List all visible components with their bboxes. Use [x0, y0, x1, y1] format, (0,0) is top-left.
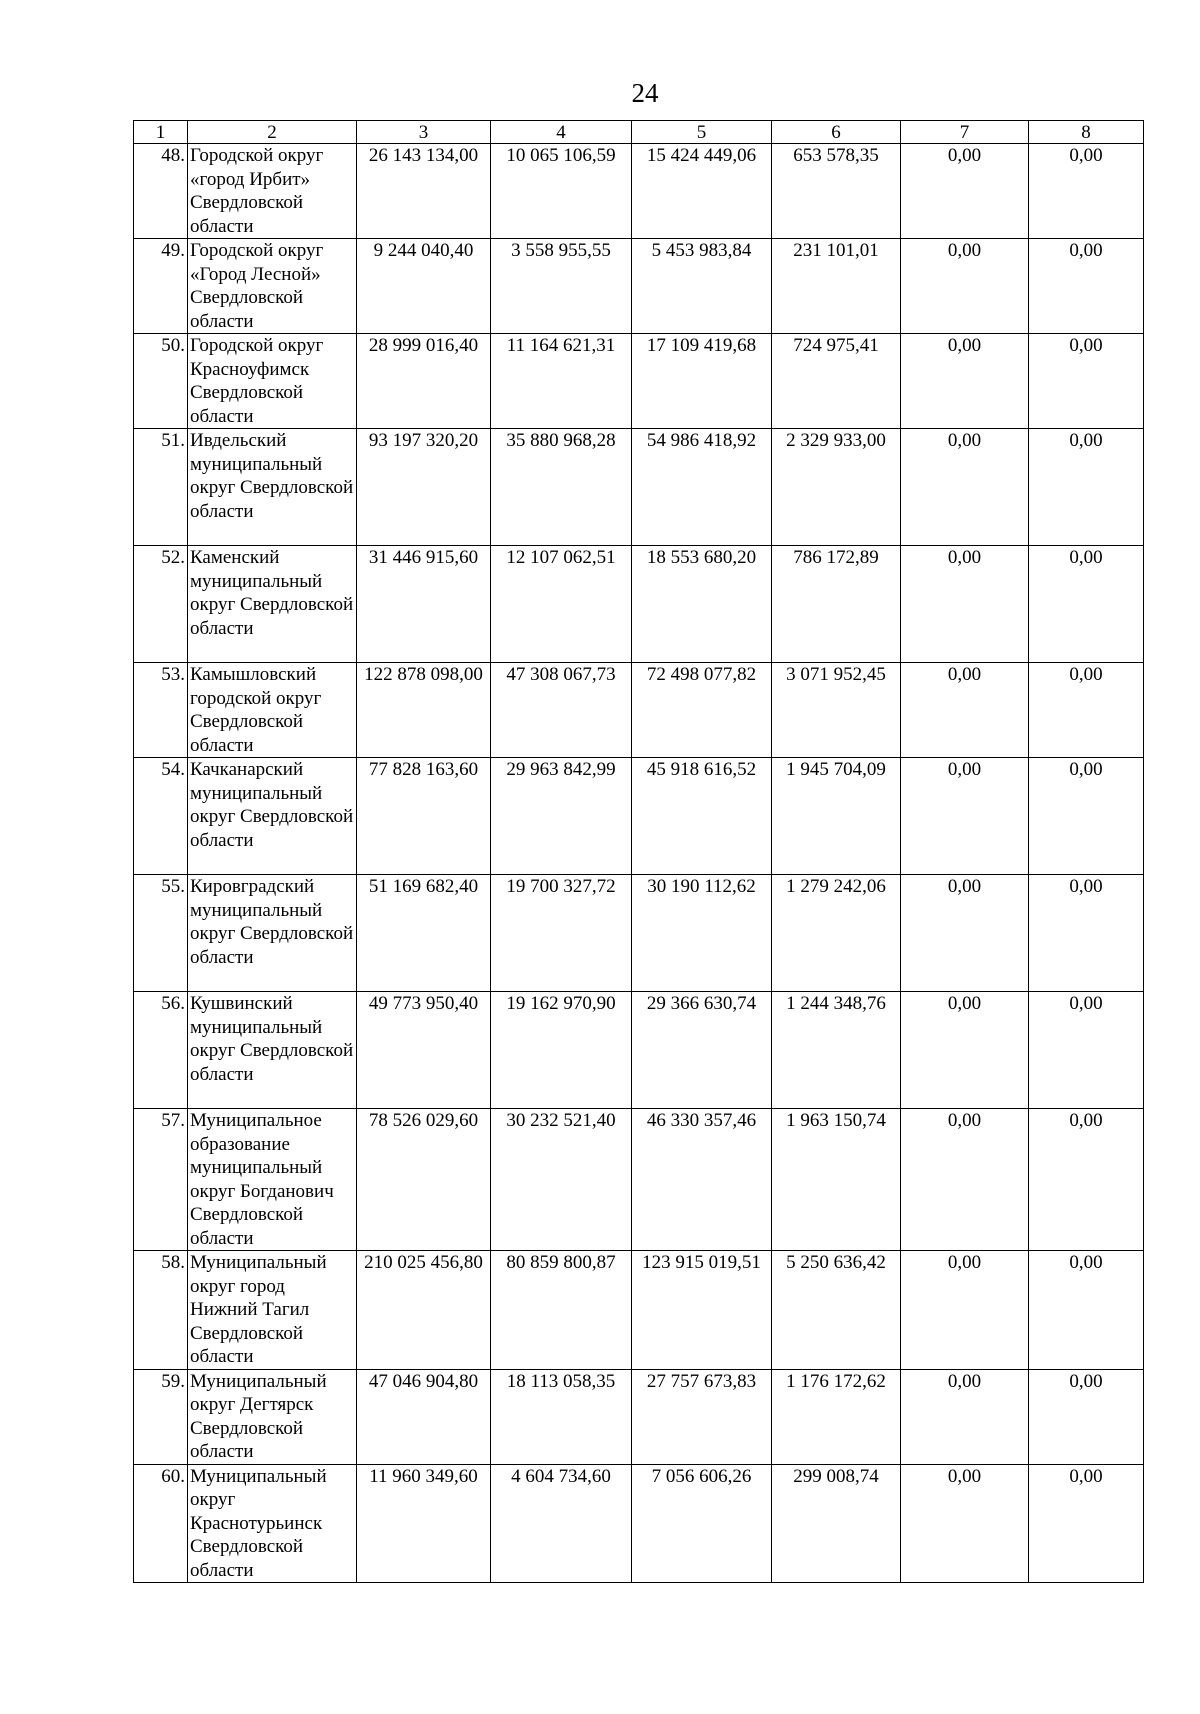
column-6-value: 1 244 348,76 — [772, 992, 901, 1109]
column-3-value: 93 197 320,20 — [357, 429, 491, 546]
column-8-value: 0,00 — [1029, 1251, 1144, 1370]
column-header: 7 — [901, 121, 1029, 144]
table-row — [134, 1369, 1144, 1464]
row-number-cell: 57. — [134, 1109, 188, 1251]
column-4-value: 19 162 970,90 — [491, 992, 632, 1109]
column-7-value: 0,00 — [901, 546, 1029, 663]
column-3-value: 28 999 016,40 — [357, 334, 491, 429]
column-4-value: 10 065 106,59 — [491, 144, 632, 239]
column-5-value: 18 553 680,20 — [632, 546, 772, 663]
municipality-name-cell: Муниципальное образование муниципальный округ Богданович Свердловской области — [188, 1109, 357, 1251]
column-8-value: 0,00 — [1029, 1464, 1144, 1583]
table-row — [134, 1464, 1144, 1583]
column-6-value: 3 071 952,45 — [772, 663, 901, 758]
municipality-name-cell: Городской округ «Город Лесной» Свердловской области — [188, 239, 357, 334]
column-4-value: 29 963 842,99 — [491, 758, 632, 875]
column-7-value: 0,00 — [901, 144, 1029, 239]
column-8-value: 0,00 — [1029, 429, 1144, 546]
column-3-value: 9 244 040,40 — [357, 239, 491, 334]
column-6-value: 786 172,89 — [772, 546, 901, 663]
table-row — [134, 334, 1144, 429]
table-row — [134, 663, 1144, 758]
table-row — [134, 992, 1144, 1109]
column-7-value: 0,00 — [901, 334, 1029, 429]
row-number-cell: 58. — [134, 1251, 188, 1370]
column-4-value: 30 232 521,40 — [491, 1109, 632, 1251]
row-number-cell: 50. — [134, 334, 188, 429]
municipality-name-cell: Камышловский городской округ Свердловской области — [188, 663, 357, 758]
column-5-value: 27 757 673,83 — [632, 1369, 772, 1464]
column-6-value: 653 578,35 — [772, 144, 901, 239]
column-3-value: 51 169 682,40 — [357, 875, 491, 992]
column-4-value: 47 308 067,73 — [491, 663, 632, 758]
row-number-cell: 56. — [134, 992, 188, 1109]
column-7-value: 0,00 — [901, 992, 1029, 1109]
column-8-value: 0,00 — [1029, 758, 1144, 875]
municipality-name-cell: Городской округ «город Ирбит» Свердловской области — [188, 144, 357, 239]
column-8-value: 0,00 — [1029, 1109, 1144, 1251]
column-header: 3 — [357, 121, 491, 144]
column-4-value: 4 604 734,60 — [491, 1464, 632, 1583]
column-6-value: 299 008,74 — [772, 1464, 901, 1583]
column-5-value: 29 366 630,74 — [632, 992, 772, 1109]
column-4-value: 11 164 621,31 — [491, 334, 632, 429]
row-number-cell: 55. — [134, 875, 188, 992]
row-number-cell: 51. — [134, 429, 188, 546]
column-header: 6 — [772, 121, 901, 144]
column-7-value: 0,00 — [901, 429, 1029, 546]
municipality-name-cell: Кушвинский муниципальный округ Свердловской области — [188, 992, 357, 1109]
column-5-value: 17 109 419,68 — [632, 334, 772, 429]
column-5-value: 15 424 449,06 — [632, 144, 772, 239]
table-row — [134, 546, 1144, 663]
row-number-cell: 60. — [134, 1464, 188, 1583]
column-5-value: 45 918 616,52 — [632, 758, 772, 875]
municipality-name-cell: Ивдельский муниципальный округ Свердловской области — [188, 429, 357, 546]
column-8-value: 0,00 — [1029, 1369, 1144, 1464]
column-5-value: 123 915 019,51 — [632, 1251, 772, 1370]
municipality-name-cell: Кировградский муниципальный округ Свердловской области — [188, 875, 357, 992]
column-6-value: 1 963 150,74 — [772, 1109, 901, 1251]
row-number-cell: 59. — [134, 1369, 188, 1464]
column-3-value: 11 960 349,60 — [357, 1464, 491, 1583]
column-5-value: 5 453 983,84 — [632, 239, 772, 334]
column-3-value: 122 878 098,00 — [357, 663, 491, 758]
column-header: 1 — [134, 121, 188, 144]
column-6-value: 724 975,41 — [772, 334, 901, 429]
row-number-cell: 49. — [134, 239, 188, 334]
column-3-value: 78 526 029,60 — [357, 1109, 491, 1251]
column-8-value: 0,00 — [1029, 663, 1144, 758]
column-6-value: 1 176 172,62 — [772, 1369, 901, 1464]
table-row — [134, 144, 1144, 239]
column-8-value: 0,00 — [1029, 546, 1144, 663]
table-row — [134, 1251, 1144, 1370]
column-7-value: 0,00 — [901, 1369, 1029, 1464]
municipality-name-cell: Городской округ Красноуфимск Свердловской области — [188, 334, 357, 429]
column-6-value: 231 101,01 — [772, 239, 901, 334]
column-4-value: 12 107 062,51 — [491, 546, 632, 663]
column-number-row — [134, 121, 1144, 144]
column-header: 2 — [188, 121, 357, 144]
column-5-value: 72 498 077,82 — [632, 663, 772, 758]
column-3-value: 26 143 134,00 — [357, 144, 491, 239]
column-7-value: 0,00 — [901, 239, 1029, 334]
row-number-cell: 54. — [134, 758, 188, 875]
column-7-value: 0,00 — [901, 875, 1029, 992]
column-8-value: 0,00 — [1029, 239, 1144, 334]
table-row — [134, 758, 1144, 875]
column-4-value: 3 558 955,55 — [491, 239, 632, 334]
column-8-value: 0,00 — [1029, 334, 1144, 429]
page-number: 24 — [631, 78, 659, 108]
column-6-value: 2 329 933,00 — [772, 429, 901, 546]
column-6-value: 5 250 636,42 — [772, 1251, 901, 1370]
column-3-value: 31 446 915,60 — [357, 546, 491, 663]
column-header: 8 — [1029, 121, 1144, 144]
row-number-cell: 52. — [134, 546, 188, 663]
column-5-value: 54 986 418,92 — [632, 429, 772, 546]
municipality-name-cell: Муниципальный округ Краснотурьинск Свердловской области — [188, 1464, 357, 1583]
column-3-value: 77 828 163,60 — [357, 758, 491, 875]
column-5-value: 46 330 357,46 — [632, 1109, 772, 1251]
column-4-value: 19 700 327,72 — [491, 875, 632, 992]
municipality-name-cell: Муниципальный округ город Нижний Тагил Свердловской области — [188, 1251, 357, 1370]
budget-table — [133, 120, 1144, 1583]
column-5-value: 30 190 112,62 — [632, 875, 772, 992]
table-row — [134, 239, 1144, 334]
column-5-value: 7 056 606,26 — [632, 1464, 772, 1583]
municipality-name-cell: Муниципальный округ Дегтярск Свердловской области — [188, 1369, 357, 1464]
column-7-value: 0,00 — [901, 663, 1029, 758]
column-3-value: 210 025 456,80 — [357, 1251, 491, 1370]
column-4-value: 80 859 800,87 — [491, 1251, 632, 1370]
column-3-value: 49 773 950,40 — [357, 992, 491, 1109]
municipality-name-cell: Качканарский муниципальный округ Свердловской области — [188, 758, 357, 875]
column-4-value: 18 113 058,35 — [491, 1369, 632, 1464]
row-number-cell: 53. — [134, 663, 188, 758]
column-header: 4 — [491, 121, 632, 144]
row-number-cell: 48. — [134, 144, 188, 239]
column-6-value: 1 945 704,09 — [772, 758, 901, 875]
column-7-value: 0,00 — [901, 1251, 1029, 1370]
municipality-name-cell: Каменский муниципальный округ Свердловской области — [188, 546, 357, 663]
column-8-value: 0,00 — [1029, 875, 1144, 992]
column-8-value: 0,00 — [1029, 144, 1144, 239]
column-7-value: 0,00 — [901, 758, 1029, 875]
column-7-value: 0,00 — [901, 1464, 1029, 1583]
table-row — [134, 875, 1144, 992]
table-row — [134, 1109, 1144, 1251]
column-3-value: 47 046 904,80 — [357, 1369, 491, 1464]
table-row — [134, 429, 1144, 546]
column-8-value: 0,00 — [1029, 992, 1144, 1109]
column-4-value: 35 880 968,28 — [491, 429, 632, 546]
column-6-value: 1 279 242,06 — [772, 875, 901, 992]
column-header: 5 — [632, 121, 772, 144]
column-7-value: 0,00 — [901, 1109, 1029, 1251]
